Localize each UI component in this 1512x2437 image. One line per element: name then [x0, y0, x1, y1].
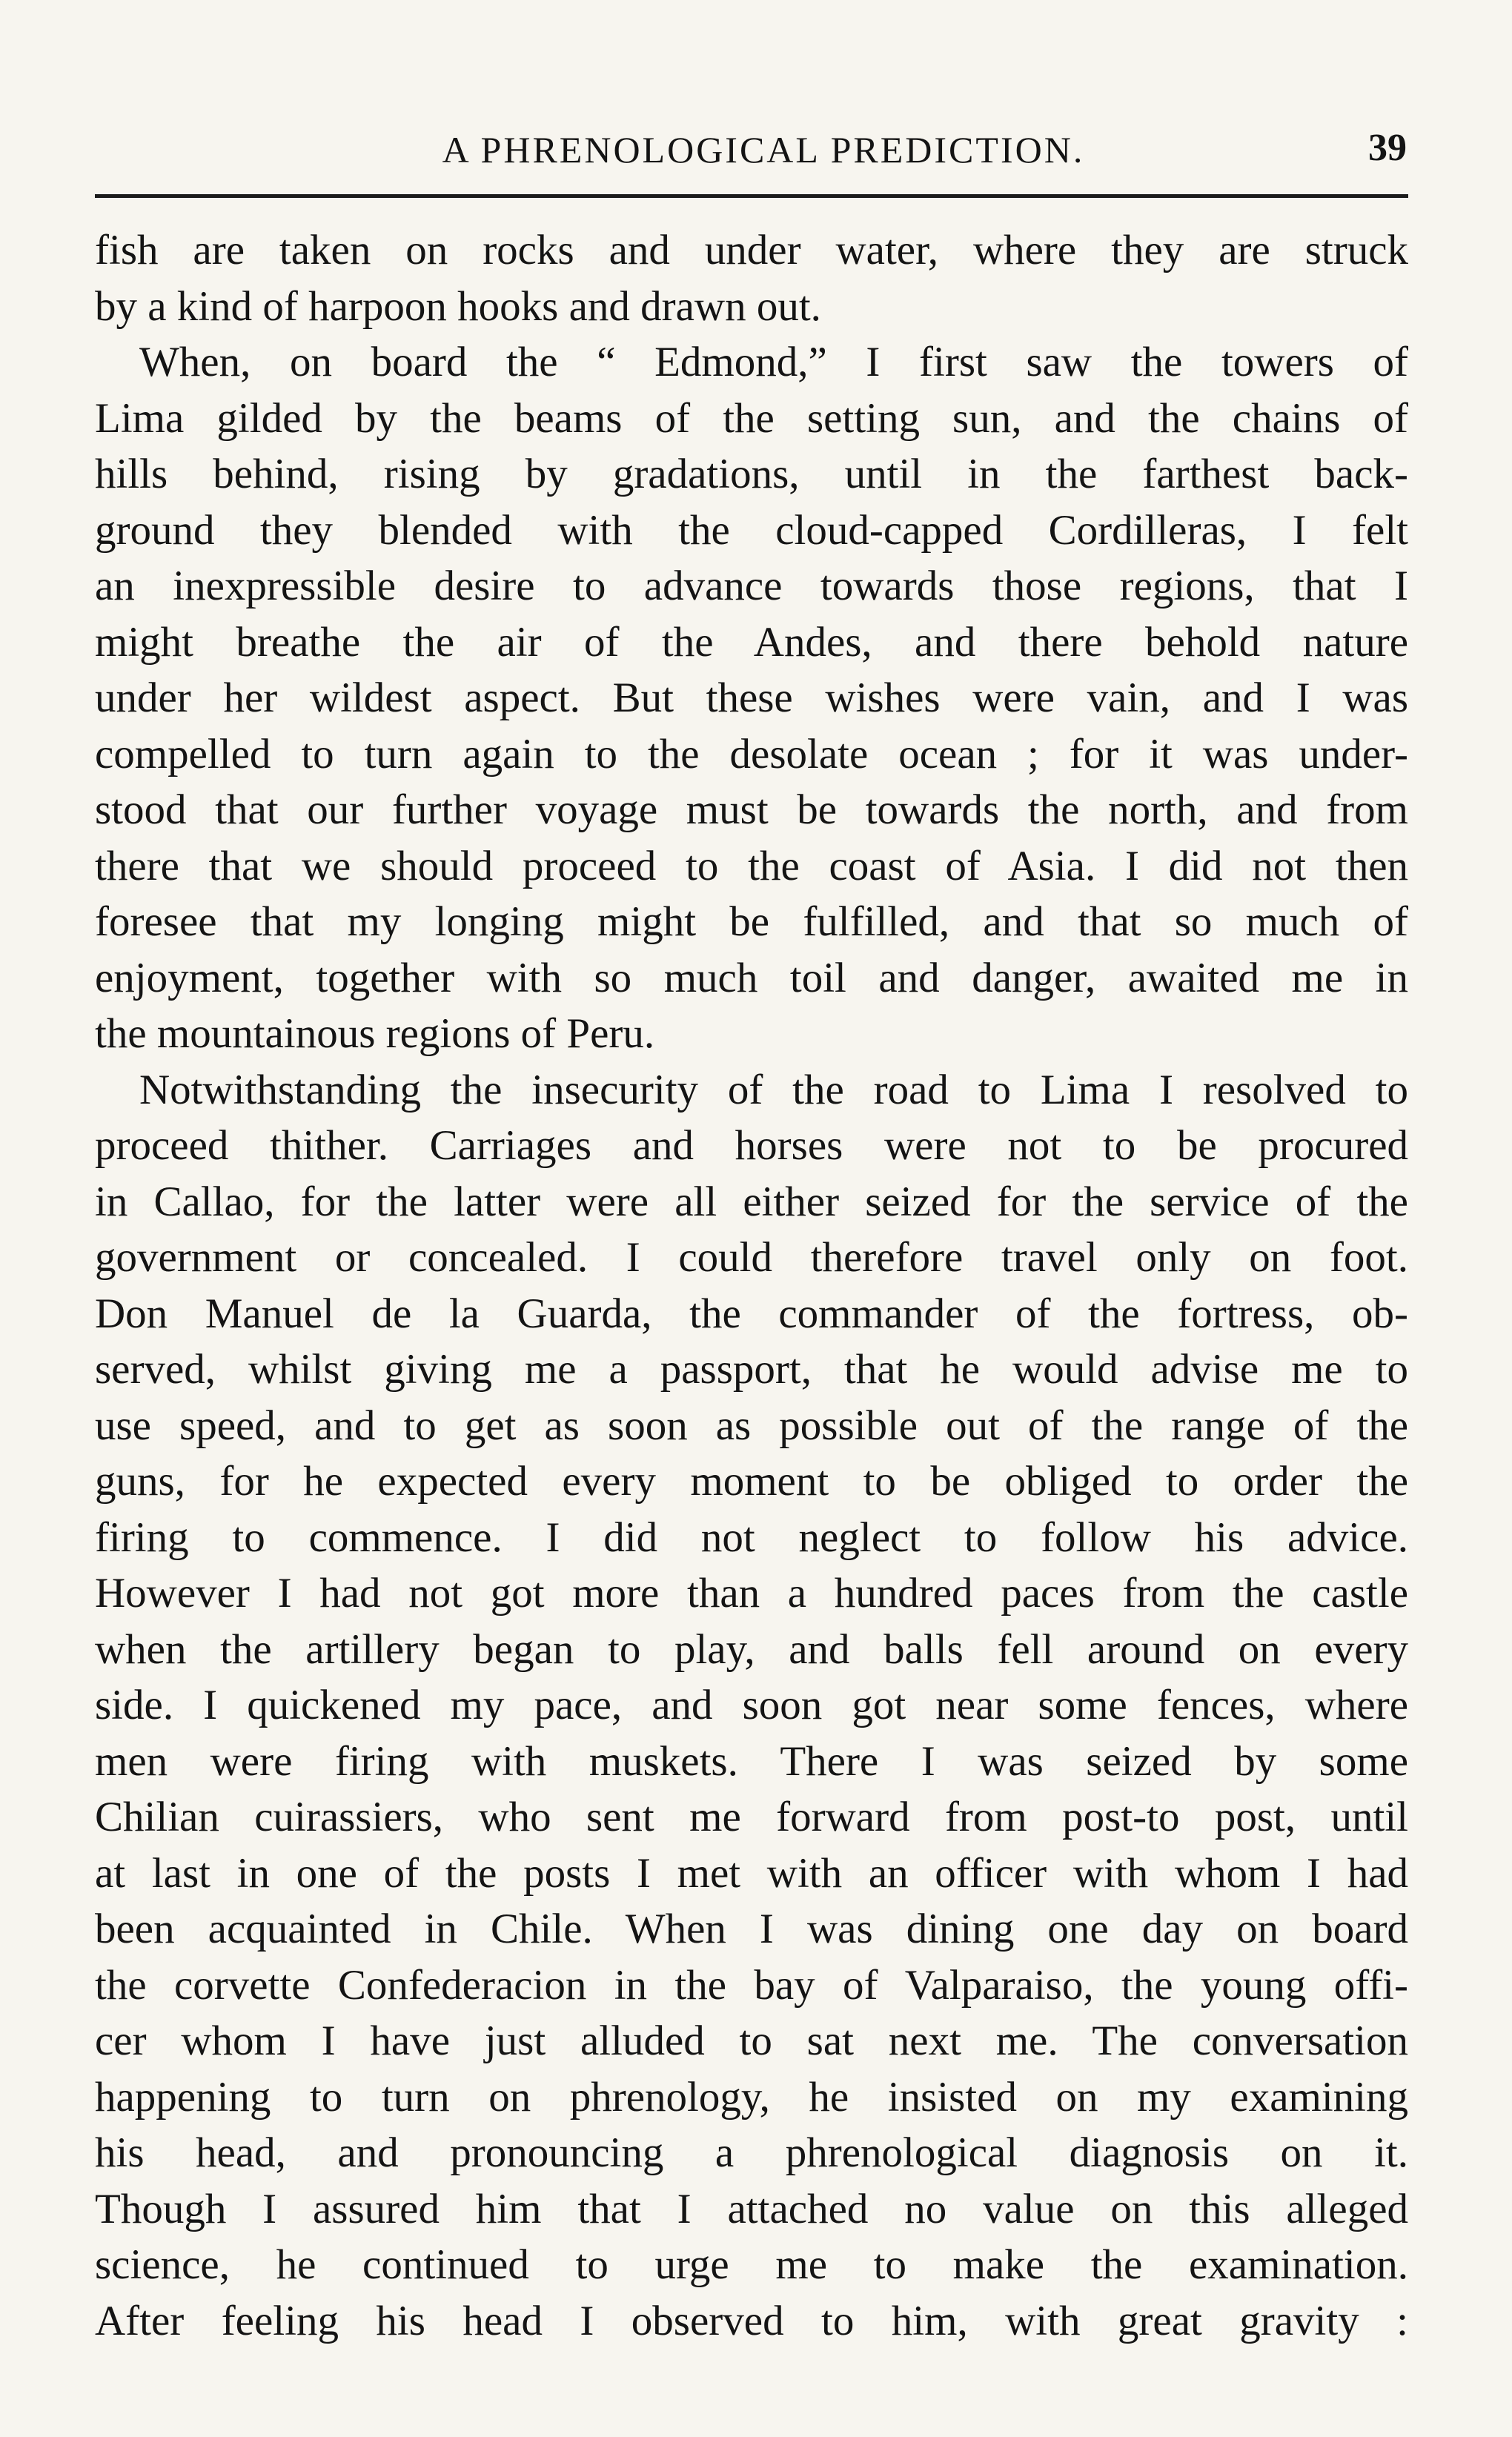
text-line: in Callao, for the latter were all either seized for the service of the	[95, 1178, 1408, 1225]
text-line: science, he continued to urge me to make the examination.	[95, 2241, 1408, 2288]
text-line: foresee that my longing might be fulfilled, and that so much of	[95, 898, 1408, 945]
text-line: Notwithstanding the insecurity of the road to Lima I resolved to	[139, 1066, 1408, 1113]
text-line: served, whilst giving me a passport, that he would advise me to	[95, 1346, 1408, 1393]
text-line: at last in one of the posts I met with an officer with whom I had	[95, 1849, 1408, 1897]
text-line: government or concealed. I could therefore travel only on foot.	[95, 1234, 1408, 1281]
text-line: proceed thither. Carriages and horses were not to be procured	[95, 1122, 1408, 1169]
text-line: enjoyment, together with so much toil and danger, awaited me in	[95, 954, 1408, 1001]
text-line: there that we should proceed to the coast of Asia. I did not then	[95, 842, 1408, 889]
text-line: hills behind, rising by gradations, until in the farthest back-	[95, 451, 1408, 497]
text-line: the corvette Confederacion in the bay of Valparaiso, the young offi-	[95, 1961, 1408, 2009]
text-line: firing to commence. I did not neglect to follow his advice.	[95, 1513, 1408, 1561]
text-line: When, on board the “ Edmond,” I first saw the towers of	[139, 339, 1408, 385]
text-line: his head, and pronouncing a phrenological diagnosis on it.	[95, 2129, 1408, 2176]
text-line: the mountainous regions of Peru.	[95, 1010, 655, 1057]
text-line: might breathe the air of the Andes, and there behold nature	[95, 618, 1408, 666]
page-number: 39	[1368, 127, 1407, 169]
text-line: Don Manuel de la Guarda, the commander of the fortress, ob-	[95, 1290, 1408, 1337]
body-text	[95, 222, 1408, 2349]
text-line: compelled to turn again to the desolate ocean ; for it was under-	[95, 730, 1408, 777]
text-line: when the artillery began to play, and balls fell around on every	[95, 1625, 1408, 1673]
text-line: fish are taken on rocks and under water, where they are struck	[95, 227, 1408, 273]
text-line: under her wildest aspect. But these wishes were vain, and I was	[95, 674, 1408, 721]
text-line: Chilian cuirassiers, who sent me forward from post-to post, until	[95, 1794, 1408, 1840]
text-line: been acquainted in Chile. When I was dining one day on board	[95, 1906, 1408, 1952]
text-line: guns, for he expected every moment to be obliged to order the	[95, 1458, 1408, 1505]
text-line: ground they blended with the cloud-capped Cordilleras, I felt	[95, 506, 1408, 554]
text-line: stood that our further voyage must be towards the north, and from	[95, 786, 1408, 833]
text-line: an inexpressible desire to advance towards those regions, that I	[95, 563, 1408, 609]
text-line: men were firing with muskets. There I was seized by some	[95, 1737, 1408, 1785]
text-line: Lima gilded by the beams of the setting sun, and the chains of	[95, 394, 1408, 442]
text-line: use speed, and to get as soon as possible out of the range of the	[95, 1402, 1408, 1449]
text-line: After feeling his head I observed to him, with great gravity :	[95, 2297, 1408, 2344]
text-line: side. I quickened my pace, and soon got near some fences, where	[95, 1682, 1408, 1728]
text-line: by a kind of harpoon hooks and drawn out.	[95, 282, 821, 330]
header-rule	[95, 194, 1408, 198]
text-line: cer whom I have just alluded to sat next me. The conversation	[95, 2017, 1408, 2064]
text-line: Though I assured him that I attached no value on this alleged	[95, 2185, 1408, 2232]
text-line: However I had not got more than a hundred paces from the castle	[95, 1570, 1408, 1617]
text-line: happening to turn on phrenology, he insisted on my examining	[95, 2073, 1408, 2121]
running-head: A PHRENOLOGICAL PREDICTION.	[442, 129, 1085, 170]
